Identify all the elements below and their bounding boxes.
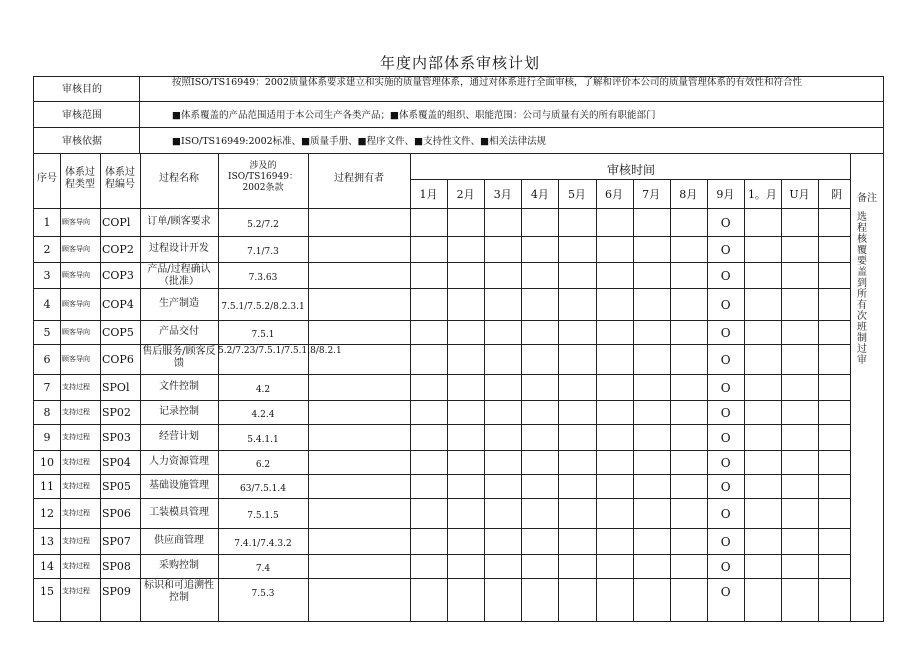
purpose-label: 审核目的 xyxy=(62,84,102,95)
process-code: SP08 xyxy=(102,560,131,573)
process-type: 支持过程 xyxy=(62,458,90,466)
process-clause: 7.5.3 xyxy=(251,589,275,599)
process-name: 人力资源管理 xyxy=(149,456,209,467)
row-number: 6 xyxy=(43,353,51,366)
process-clause: 6.2 xyxy=(255,460,271,470)
process-code: COP4 xyxy=(102,298,134,311)
process-code: COP2 xyxy=(102,243,134,256)
process-name: 产品交付 xyxy=(159,326,199,337)
audit-mark: O xyxy=(720,269,731,283)
process-type: 顾客导向 xyxy=(62,355,90,363)
process-code: SPOl xyxy=(102,381,130,394)
process-clause: 7.5.1/7.5.2/8.2.3.1 xyxy=(221,302,305,312)
process-code: SP07 xyxy=(102,535,131,548)
row-number: 4 xyxy=(43,298,51,311)
month-label: 3月 xyxy=(493,188,512,201)
process-clause: 7.4.1/7.4.3.2 xyxy=(234,539,292,549)
row-number: 12 xyxy=(40,507,54,520)
process-code: SP05 xyxy=(102,480,131,493)
process-code: SP03 xyxy=(102,431,131,444)
process-name: 记录控制 xyxy=(159,406,199,417)
audit-mark: O xyxy=(720,456,731,470)
process-code: COP6 xyxy=(102,353,134,366)
process-name: 过程设计开发 xyxy=(149,243,209,254)
process-code: SP09 xyxy=(102,585,131,598)
row-number: 11 xyxy=(40,480,54,493)
process-clause: 7.5.1.5 xyxy=(247,511,279,521)
audit-mark: O xyxy=(720,535,731,549)
row-number: 8 xyxy=(43,406,51,419)
process-code: SP04 xyxy=(102,456,131,469)
header-name: 过程名称 xyxy=(159,173,199,184)
process-type: 顾客导向 xyxy=(62,245,90,253)
process-name: 基础设施管理 xyxy=(149,480,209,491)
process-clause: 7.3.63 xyxy=(248,273,278,283)
process-name: 产品/过程确认（批准） xyxy=(147,264,211,287)
process-clause: 5.2/7.23/7.5.1/7.5.1.8/8.2.1 xyxy=(218,346,342,356)
process-code: COP3 xyxy=(102,269,134,282)
process-type: 支持过程 xyxy=(62,587,90,595)
process-clause: 4.2.4 xyxy=(251,410,275,420)
header-remark: 备注 xyxy=(857,193,877,204)
process-type: 顾客导向 xyxy=(62,271,90,279)
process-name: 经营计划 xyxy=(159,431,199,442)
header-audit-time: 审核时间 xyxy=(606,163,655,177)
audit-mark: O xyxy=(720,381,731,395)
process-type: 支持过程 xyxy=(62,509,90,517)
audit-mark: O xyxy=(720,353,731,367)
row-number: 10 xyxy=(40,456,54,469)
month-label: U月 xyxy=(789,188,810,201)
month-label: 2月 xyxy=(456,188,475,201)
scope-text: ■体系覆盖的产品范围适用于本公司生产各类产品；■体系覆盖的组织、职能范围：公司与质量有关的所有职能部门 xyxy=(172,110,656,121)
process-type: 支持过程 xyxy=(62,433,90,441)
audit-mark: O xyxy=(720,507,731,521)
row-number: 7 xyxy=(43,381,51,394)
basis-label: 审核依据 xyxy=(62,136,102,147)
scope-label: 审核范围 xyxy=(62,110,102,121)
audit-mark: O xyxy=(720,216,731,230)
month-label: 1月 xyxy=(419,188,438,201)
process-type: 支持过程 xyxy=(62,537,90,545)
process-name: 供应商管理 xyxy=(154,535,204,546)
month-label: 9月 xyxy=(716,188,735,201)
month-label: 阴 xyxy=(831,188,843,201)
process-type: 顾客导向 xyxy=(62,300,90,308)
process-name: 售后服务/顾客反馈 xyxy=(142,346,216,369)
month-label: 1。月 xyxy=(747,188,777,201)
process-name: 生产制造 xyxy=(159,298,199,309)
process-name: 文件控制 xyxy=(159,381,199,392)
audit-mark: O xyxy=(720,431,731,445)
process-clause: 7.5.1 xyxy=(251,330,275,340)
row-number: 5 xyxy=(43,326,51,339)
process-name: 采购控制 xyxy=(159,560,199,571)
document-title: 年度内部体系审核计划 xyxy=(379,54,540,72)
process-name: 标识和可追溯性控制 xyxy=(144,580,214,603)
month-label: 7月 xyxy=(642,188,661,201)
month-label: 6月 xyxy=(605,188,624,201)
audit-mark: O xyxy=(720,298,731,312)
row-number: 13 xyxy=(40,535,54,548)
row-number: 3 xyxy=(43,269,51,282)
process-type: 支持过程 xyxy=(62,383,90,391)
row-number: 1 xyxy=(43,216,51,229)
basis-text: ■ISO/TS16949:2002标准、■质量手册、■程序文件、■支持性文件、■相关法律法规 xyxy=(172,136,547,147)
header-no: 序号 xyxy=(37,173,57,184)
audit-mark: O xyxy=(720,585,731,599)
process-code: SP02 xyxy=(102,406,131,419)
process-type: 顾客导向 xyxy=(62,328,90,336)
process-name: 订单/顾客要求 xyxy=(147,216,211,227)
process-type: 支持过程 xyxy=(62,562,90,570)
audit-plan-table xyxy=(33,76,884,622)
process-type: 支持过程 xyxy=(62,482,90,490)
process-name: 工装模具管理 xyxy=(149,507,209,518)
process-clause: 7.1/7.3 xyxy=(247,247,279,257)
audit-mark: O xyxy=(720,480,731,494)
purpose-text: 按照ISO/TS16949：2002质量体系要求建立和实施的质量管理体系，通过对体系进行全面审核，了解和评价本公司的质量管理体系的有效性和符合性 xyxy=(172,77,802,88)
header-code: 体系过程编号 xyxy=(105,167,135,190)
process-clause: 5.4.1.1 xyxy=(247,435,279,445)
process-code: SP06 xyxy=(102,507,131,520)
process-type: 顾客导向 xyxy=(62,218,90,226)
process-code: COPl xyxy=(102,216,131,229)
header-clause: 涉及的ISO/TS16949：2002条款 xyxy=(228,161,298,193)
row-number: 15 xyxy=(40,585,54,598)
audit-mark: O xyxy=(720,243,731,257)
audit-mark: O xyxy=(720,406,731,420)
process-type: 支持过程 xyxy=(62,408,90,416)
remark-text: 选程核覆要盖到所有次班制过审 xyxy=(857,212,867,366)
row-number: 9 xyxy=(43,431,51,444)
process-clause: 7.4 xyxy=(255,564,271,574)
header-type: 体系过程类型 xyxy=(65,167,95,190)
process-clause: 4.2 xyxy=(255,385,271,395)
audit-mark: O xyxy=(720,560,731,574)
month-label: 8月 xyxy=(679,188,698,201)
header-owner: 过程拥有者 xyxy=(334,173,384,184)
audit-mark: O xyxy=(720,326,731,340)
process-clause: 63/7.5.1.4 xyxy=(240,484,286,494)
process-clause: 5.2/7.2 xyxy=(247,220,279,230)
month-label: 4月 xyxy=(530,188,549,201)
row-number: 14 xyxy=(40,560,54,573)
month-label: 5月 xyxy=(567,188,586,201)
process-code: COP5 xyxy=(102,326,134,339)
row-number: 2 xyxy=(43,243,51,256)
